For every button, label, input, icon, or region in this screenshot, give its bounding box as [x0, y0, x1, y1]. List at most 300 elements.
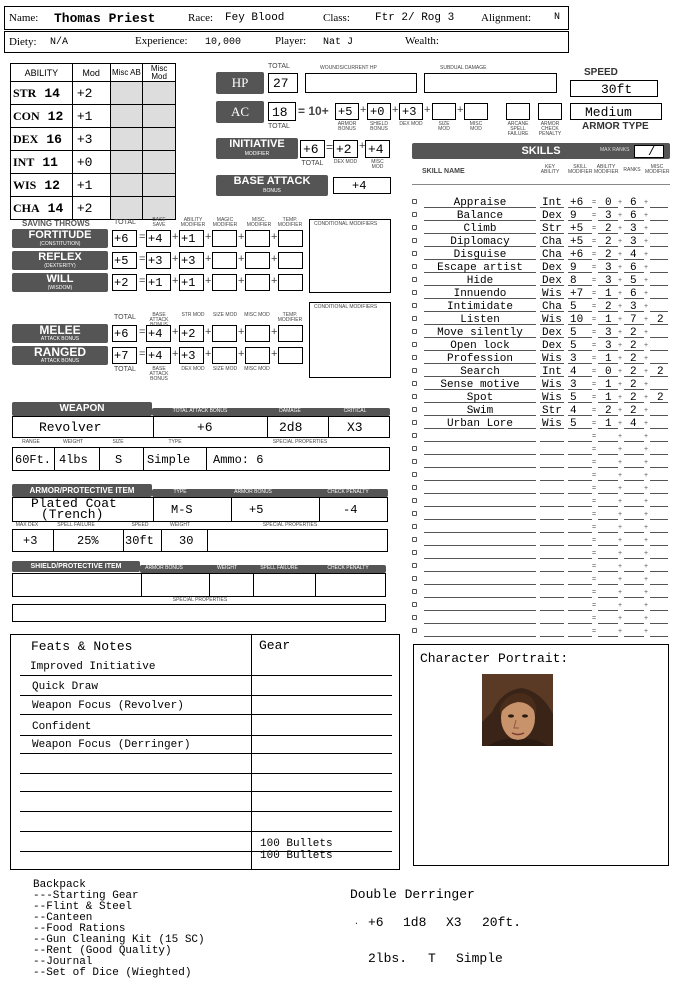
skill-name[interactable]: Hide: [466, 275, 494, 287]
skill-ability[interactable]: 3: [605, 262, 612, 274]
ability-mod[interactable]: +2: [72, 82, 110, 105]
skill-mod[interactable]: 3: [570, 353, 577, 365]
skill-checkbox[interactable]: [412, 303, 417, 308]
save-ability-box[interactable]: [179, 274, 204, 291]
ability-score[interactable]: 12: [44, 177, 60, 193]
speed-value: 30ft: [601, 82, 633, 97]
speed-box[interactable]: [570, 80, 658, 97]
ability-mod[interactable]: +3: [72, 128, 110, 151]
saves-conditional-box[interactable]: [309, 219, 391, 293]
feat-item[interactable]: Quick Draw: [32, 681, 99, 693]
skill-mod[interactable]: +5: [570, 236, 584, 248]
skill-checkbox[interactable]: [412, 485, 417, 490]
skill-checkbox[interactable]: [412, 511, 417, 516]
skill-checkbox[interactable]: [412, 407, 417, 412]
save-misc-box[interactable]: [245, 230, 270, 247]
ability-score[interactable]: 12: [47, 108, 64, 124]
skill-checkbox[interactable]: [412, 355, 417, 360]
skill-col-key: KEY ABILITY: [540, 164, 560, 175]
skill-key[interactable]: Dex: [542, 262, 562, 274]
skill-ranks[interactable]: 2: [630, 327, 637, 339]
skill-rank-line: [624, 584, 644, 585]
armor-name-1[interactable]: Plated Coat: [31, 496, 117, 511]
ability-misc-mod[interactable]: [143, 128, 176, 151]
feats-gear-divider: [251, 635, 252, 869]
skill-ability[interactable]: 3: [605, 210, 612, 222]
wounds-box[interactable]: [305, 73, 417, 93]
skill-key[interactable]: Str: [542, 405, 562, 417]
character-name[interactable]: Thomas Priest: [54, 11, 156, 26]
weapon-type[interactable]: Simple: [147, 453, 191, 467]
skill-mod[interactable]: 5: [570, 418, 577, 430]
ranged-total-box[interactable]: [112, 347, 137, 364]
skill-ranks[interactable]: 6: [630, 288, 637, 300]
plus-sign: +: [618, 212, 623, 219]
skill-checkbox[interactable]: [412, 433, 417, 438]
skill-checkbox[interactable]: [412, 472, 417, 477]
init-total: +6: [303, 142, 319, 157]
shield-bonus-label: ARMOR BONUS: [145, 565, 183, 571]
skill-ability[interactable]: 1: [605, 392, 612, 404]
weapon-range[interactable]: 60Ft.: [15, 453, 52, 467]
skill-checkbox[interactable]: [412, 212, 417, 217]
skill-mod[interactable]: 5: [570, 301, 577, 313]
skill-mod[interactable]: +6: [570, 249, 584, 261]
skill-checkbox[interactable]: [412, 446, 417, 451]
skill-checkbox[interactable]: [412, 329, 417, 334]
skill-key[interactable]: Int: [542, 197, 562, 209]
skill-name[interactable]: Disguise: [453, 249, 507, 261]
skill-mod[interactable]: 10: [570, 314, 584, 326]
skill-mod-line: [568, 584, 592, 585]
init-dex-box[interactable]: [333, 140, 358, 158]
derringer-crit: X3: [446, 915, 462, 930]
skill-ability[interactable]: 3: [605, 275, 612, 287]
skill-checkbox[interactable]: [412, 628, 417, 633]
skill-rank-line: [624, 610, 644, 611]
weapon-total[interactable]: +6: [197, 420, 213, 435]
skill-checkbox[interactable]: [412, 420, 417, 425]
skill-ability[interactable]: 2: [605, 223, 612, 235]
skill-ranks[interactable]: 2: [630, 366, 637, 378]
ability-misc-ab[interactable]: [110, 151, 143, 174]
armor-speed[interactable]: 30ft: [125, 534, 154, 548]
ability-score[interactable]: 14: [44, 85, 60, 101]
skill-checkbox[interactable]: [412, 576, 417, 581]
subdual-box[interactable]: [424, 73, 557, 93]
skill-ranks[interactable]: 6: [630, 210, 637, 222]
skill-key[interactable]: Dex: [542, 340, 562, 352]
ranged-mod-box[interactable]: [179, 347, 204, 364]
skill-col-ranks: RANKS: [623, 167, 641, 173]
skill-ab-line: [598, 571, 618, 572]
skill-key[interactable]: Dex: [542, 327, 562, 339]
skill-ability[interactable]: 2: [605, 405, 612, 417]
melee-size-box[interactable]: [212, 325, 237, 342]
skill-checkbox[interactable]: [412, 342, 417, 347]
ac-armor-box[interactable]: [335, 103, 359, 120]
skill-ranks[interactable]: 2: [630, 392, 637, 404]
skill-mod[interactable]: 5: [570, 340, 577, 352]
skill-ab-line: [598, 597, 618, 598]
weapon-critical[interactable]: X3: [347, 420, 363, 435]
plus-sign: +: [644, 329, 649, 336]
skill-ability[interactable]: 0: [605, 197, 612, 209]
hp-box[interactable]: [268, 73, 298, 93]
save-ability-box[interactable]: [179, 230, 204, 247]
save-sub: (WISDOM): [47, 285, 73, 291]
skill-name[interactable]: Move silently: [437, 327, 523, 339]
ability-score[interactable]: 11: [42, 154, 58, 170]
plus-sign: +: [205, 253, 212, 265]
skill-mod[interactable]: +6: [570, 197, 584, 209]
weapon-range-label: RANGE: [22, 439, 40, 445]
skill-checkbox[interactable]: [412, 316, 417, 321]
ability-misc-ab[interactable]: [110, 174, 143, 197]
armor-bonus-label: ARMOR BONUS: [234, 489, 272, 495]
plus-sign: +: [238, 275, 245, 287]
melee-misc-box[interactable]: [245, 325, 270, 342]
save-total-box[interactable]: [112, 252, 137, 269]
skill-key[interactable]: Int: [542, 366, 562, 378]
skill-key[interactable]: Wis: [542, 288, 562, 300]
ability-misc-ab[interactable]: [110, 128, 143, 151]
melee-base-box[interactable]: [146, 325, 171, 342]
player-value[interactable]: Nat J: [323, 37, 354, 48]
save-misc-box[interactable]: [245, 252, 270, 269]
ability-mod[interactable]: +1: [72, 174, 110, 197]
save-total: +2: [114, 276, 129, 290]
save-magic-box[interactable]: [212, 274, 237, 291]
weapon-weight[interactable]: 4lbs: [59, 453, 88, 467]
atk-size-label-bottom: SIZE MOD: [212, 366, 238, 372]
save-sub: (CONSTITUTION): [39, 241, 81, 247]
alignment-label: Alignment:: [481, 12, 532, 24]
skill-ability[interactable]: 1: [605, 418, 612, 430]
alignment-value[interactable]: N: [554, 12, 561, 23]
class-value[interactable]: Ftr 2/ Rog 3: [375, 12, 455, 24]
skill-checkbox[interactable]: [412, 381, 417, 386]
save-temp-box[interactable]: [278, 230, 303, 247]
armor-type-value[interactable]: M-S: [171, 503, 193, 517]
ability-misc-ab[interactable]: [110, 105, 143, 128]
skill-name[interactable]: Open lock: [450, 340, 510, 352]
save-name: REFLEX: [38, 251, 82, 263]
feat-item[interactable]: Weapon Focus (Derringer): [32, 739, 191, 751]
save-misc-box[interactable]: [245, 274, 270, 291]
plus-sign: +: [618, 303, 623, 310]
ability-mod[interactable]: +1: [72, 105, 110, 128]
atk-conditional-box[interactable]: [309, 302, 391, 378]
ability-misc-mod[interactable]: [143, 151, 176, 174]
skill-checkbox[interactable]: [412, 602, 417, 607]
base-attack-box[interactable]: [333, 177, 391, 194]
skill-misc[interactable]: 2: [657, 314, 664, 326]
skill-checkbox[interactable]: [412, 394, 417, 399]
armor-spellfail[interactable]: 25%: [77, 534, 99, 548]
skill-ranks[interactable]: 5: [630, 275, 637, 287]
ranged-temp-box[interactable]: [278, 347, 303, 364]
armor-penalty-value[interactable]: -4: [343, 503, 358, 517]
skill-key[interactable]: Dex: [542, 275, 562, 287]
skill-mod[interactable]: 9: [570, 262, 577, 274]
feat-item[interactable]: Improved Initiative: [30, 661, 156, 673]
divider: [53, 530, 54, 551]
gear-item[interactable]: 100 Bullets: [260, 838, 333, 850]
skill-misc-line: [650, 389, 668, 390]
init-misc: +4: [368, 142, 384, 157]
skill-key[interactable]: Cha: [542, 249, 562, 261]
weapon-damage-label: DAMAGE: [279, 408, 301, 414]
weapon-special[interactable]: Ammo: 6: [213, 453, 264, 467]
save-base-box[interactable]: [146, 252, 171, 269]
ranged-size-box[interactable]: [212, 347, 237, 364]
atk-total-label: TOTAL: [114, 314, 136, 321]
skill-key[interactable]: Dex: [542, 210, 562, 222]
init-total-box[interactable]: [300, 140, 325, 158]
skill-misc-line: [650, 350, 668, 351]
max-ranks-box[interactable]: [634, 145, 664, 158]
deity-value[interactable]: N/A: [50, 37, 69, 48]
skill-mod-line: [568, 454, 592, 455]
feat-line: [20, 735, 392, 736]
skill-ranks[interactable]: 3: [630, 223, 637, 235]
skill-name[interactable]: Swim: [466, 405, 494, 417]
save-temp-box[interactable]: [278, 252, 303, 269]
backpack-line: --Food Rations: [33, 923, 126, 935]
skill-mod-line: [568, 519, 592, 520]
skill-ability[interactable]: 2: [605, 236, 612, 248]
skill-mod[interactable]: 5: [570, 327, 577, 339]
skill-name[interactable]: Profession: [447, 353, 514, 365]
skill-ability[interactable]: 2: [605, 301, 612, 313]
save-total-box[interactable]: [112, 230, 137, 247]
skill-misc-line: [650, 285, 668, 286]
skill-checkbox[interactable]: [412, 277, 417, 282]
skill-misc[interactable]: 2: [657, 392, 664, 404]
ability-mod[interactable]: +0: [72, 151, 110, 174]
skill-ranks[interactable]: 2: [630, 353, 637, 365]
ability-misc-ab[interactable]: [110, 82, 143, 105]
skill-rank-line: [624, 454, 644, 455]
skill-ranks[interactable]: 2: [630, 379, 637, 391]
skill-key-line: [540, 636, 564, 637]
skill-ability[interactable]: 3: [605, 340, 612, 352]
ac-dex-box[interactable]: [399, 103, 423, 120]
skill-mod[interactable]: 3: [570, 379, 577, 391]
ac-size-box[interactable]: [432, 103, 456, 120]
skill-mod[interactable]: +5: [570, 223, 584, 235]
derringer-bonus: +6: [368, 915, 384, 930]
plus-sign: +: [644, 563, 649, 570]
skill-mod[interactable]: 9: [570, 210, 577, 222]
skill-ranks[interactable]: 3: [630, 236, 637, 248]
ability-misc-mod[interactable]: [143, 174, 176, 197]
skill-misc[interactable]: 2: [657, 366, 664, 378]
feat-line: [20, 791, 392, 792]
skill-mod[interactable]: +7: [570, 288, 584, 300]
skill-ability[interactable]: 0: [605, 366, 612, 378]
initiative-label: INITIATIVE: [229, 138, 285, 150]
feat-line: [20, 753, 392, 754]
skill-checkbox[interactable]: [412, 498, 417, 503]
weapon-size[interactable]: S: [115, 453, 123, 467]
skill-key[interactable]: Wis: [542, 392, 562, 404]
skill-checkbox[interactable]: [412, 199, 417, 204]
init-misc-box[interactable]: [365, 140, 390, 158]
skill-ranks[interactable]: 4: [630, 418, 637, 430]
skill-ranks[interactable]: 4: [630, 249, 637, 261]
melee-total-box[interactable]: [112, 325, 137, 342]
ranged-misc-box[interactable]: [245, 347, 270, 364]
skill-name[interactable]: Appraise: [453, 197, 507, 209]
ranged-base-box[interactable]: [146, 347, 171, 364]
plus-sign: +: [618, 511, 623, 518]
skill-checkbox[interactable]: [412, 238, 417, 243]
ability-misc-mod[interactable]: [143, 105, 176, 128]
skill-key[interactable]: Cha: [542, 236, 562, 248]
armor-type-box[interactable]: [570, 103, 662, 120]
skill-name-line: [424, 636, 536, 637]
skill-checkbox[interactable]: [412, 264, 417, 269]
skill-checkbox[interactable]: [412, 550, 417, 555]
skill-checkbox[interactable]: [412, 589, 417, 594]
skill-key[interactable]: Wis: [542, 418, 562, 430]
skill-ranks[interactable]: 3: [630, 301, 637, 313]
save-magic-box[interactable]: [212, 252, 237, 269]
weapon-damage[interactable]: 2d8: [279, 420, 303, 435]
skill-key[interactable]: Wis: [542, 314, 562, 326]
ability-score[interactable]: 14: [47, 200, 64, 216]
skill-checkbox[interactable]: [412, 251, 417, 256]
race-value[interactable]: Fey Blood: [225, 12, 285, 24]
skill-mod[interactable]: 8: [570, 275, 577, 287]
skill-ability[interactable]: 1: [605, 314, 612, 326]
skill-ability[interactable]: 1: [605, 379, 612, 391]
skill-ability[interactable]: 1: [605, 288, 612, 300]
skill-misc-line: [650, 519, 668, 520]
melee-mod-box[interactable]: [179, 325, 204, 342]
shield-row-1[interactable]: [12, 573, 386, 597]
skill-ability[interactable]: 3: [605, 327, 612, 339]
skill-name[interactable]: Balance: [456, 210, 504, 222]
skill-ranks[interactable]: 2: [630, 405, 637, 417]
armor-weight-label: WEIGHT: [170, 522, 190, 528]
skill-ability[interactable]: 2: [605, 249, 612, 261]
atk-dex-label: DEX MOD: [181, 366, 205, 372]
equals-sign: =: [592, 446, 597, 453]
save-temp-box[interactable]: [278, 274, 303, 291]
equals-sign: =: [326, 140, 334, 154]
skill-mod[interactable]: 4: [570, 405, 577, 417]
skill-ranks[interactable]: 7: [630, 314, 637, 326]
skill-key[interactable]: Cha: [542, 301, 562, 313]
gear-item[interactable]: 100 Bullets: [260, 850, 333, 862]
plus-sign: +: [392, 104, 399, 116]
skill-key[interactable]: Str: [542, 223, 562, 235]
skill-checkbox[interactable]: [412, 537, 417, 542]
skill-ranks[interactable]: 6: [630, 197, 637, 209]
feat-item[interactable]: Confident: [32, 721, 92, 733]
skill-ranks[interactable]: 6: [630, 262, 637, 274]
melee-temp-box[interactable]: [278, 325, 303, 342]
skill-key[interactable]: Wis: [542, 379, 562, 391]
skill-name[interactable]: Diplomacy: [450, 236, 510, 248]
base-attack-sub: BONUS: [263, 188, 281, 194]
skill-mod[interactable]: 4: [570, 366, 577, 378]
skill-checkbox[interactable]: [412, 225, 417, 230]
ac-shield-box[interactable]: [367, 103, 391, 120]
plus-sign: +: [271, 231, 278, 243]
save-ability-box[interactable]: [179, 252, 204, 269]
skill-checkbox[interactable]: [412, 615, 417, 620]
armor-weight[interactable]: 30: [179, 534, 194, 548]
skill-key[interactable]: Wis: [542, 353, 562, 365]
weapon-name[interactable]: Revolver: [39, 420, 102, 435]
skill-ranks[interactable]: 2: [630, 340, 637, 352]
skill-name[interactable]: Innuendo: [453, 288, 507, 300]
ac-misc-box[interactable]: [464, 103, 488, 120]
atk-misc-label-bottom: MISC MOD: [244, 366, 270, 372]
save-base-box[interactable]: [146, 230, 171, 247]
save-total-box[interactable]: [112, 274, 137, 291]
ability-mod[interactable]: +2: [72, 197, 110, 220]
equals-sign: =: [592, 550, 597, 557]
skill-misc-line: [650, 220, 668, 221]
skill-name[interactable]: Search: [460, 366, 500, 378]
skill-name[interactable]: Listen: [460, 314, 500, 326]
skill-checkbox[interactable]: [412, 524, 417, 529]
skill-name[interactable]: Urban Lore: [447, 418, 514, 430]
ac-box[interactable]: [268, 102, 296, 121]
armor-name-2[interactable]: (Trench): [41, 507, 104, 522]
ability-row: [11, 128, 176, 151]
plus-sign: +: [618, 342, 623, 349]
ability-score[interactable]: 16: [46, 131, 62, 147]
skill-name[interactable]: Spot: [466, 392, 494, 404]
backpack-line: --Rent (Good Quality): [33, 945, 172, 957]
skill-misc-line: [650, 545, 668, 546]
skill-name[interactable]: Sense motive: [440, 379, 520, 391]
skill-rank-line: [624, 532, 644, 533]
skill-checkbox[interactable]: [412, 368, 417, 373]
ability-misc-mod[interactable]: [143, 82, 176, 105]
skill-name[interactable]: Climb: [463, 223, 497, 235]
skill-mod-line: [568, 532, 592, 533]
skill-ability[interactable]: 1: [605, 353, 612, 365]
experience-value[interactable]: 10,000: [205, 37, 242, 48]
armor-bonus-value[interactable]: +5: [249, 503, 264, 517]
save-magic-box[interactable]: [212, 230, 237, 247]
ability-misc-ab[interactable]: [110, 197, 143, 220]
armor-maxdex[interactable]: +3: [23, 534, 38, 548]
skill-name[interactable]: Intimidate: [447, 301, 514, 313]
check-penalty-box[interactable]: [538, 103, 562, 120]
skill-checkbox[interactable]: [412, 459, 417, 464]
arcane-box[interactable]: [506, 103, 530, 120]
skill-mod[interactable]: 5: [570, 392, 577, 404]
save-base-box[interactable]: [146, 274, 171, 291]
feat-item[interactable]: Weapon Focus (Revolver): [32, 700, 184, 712]
skill-checkbox[interactable]: [412, 290, 417, 295]
plus-sign: +: [618, 251, 623, 258]
shield-row-2[interactable]: [12, 604, 386, 622]
skill-checkbox[interactable]: [412, 563, 417, 568]
equals-sign: =: [139, 326, 146, 338]
skill-name[interactable]: Escape artist: [437, 262, 523, 274]
skill-rank-line: [624, 506, 644, 507]
ac-label: AC: [216, 101, 264, 123]
